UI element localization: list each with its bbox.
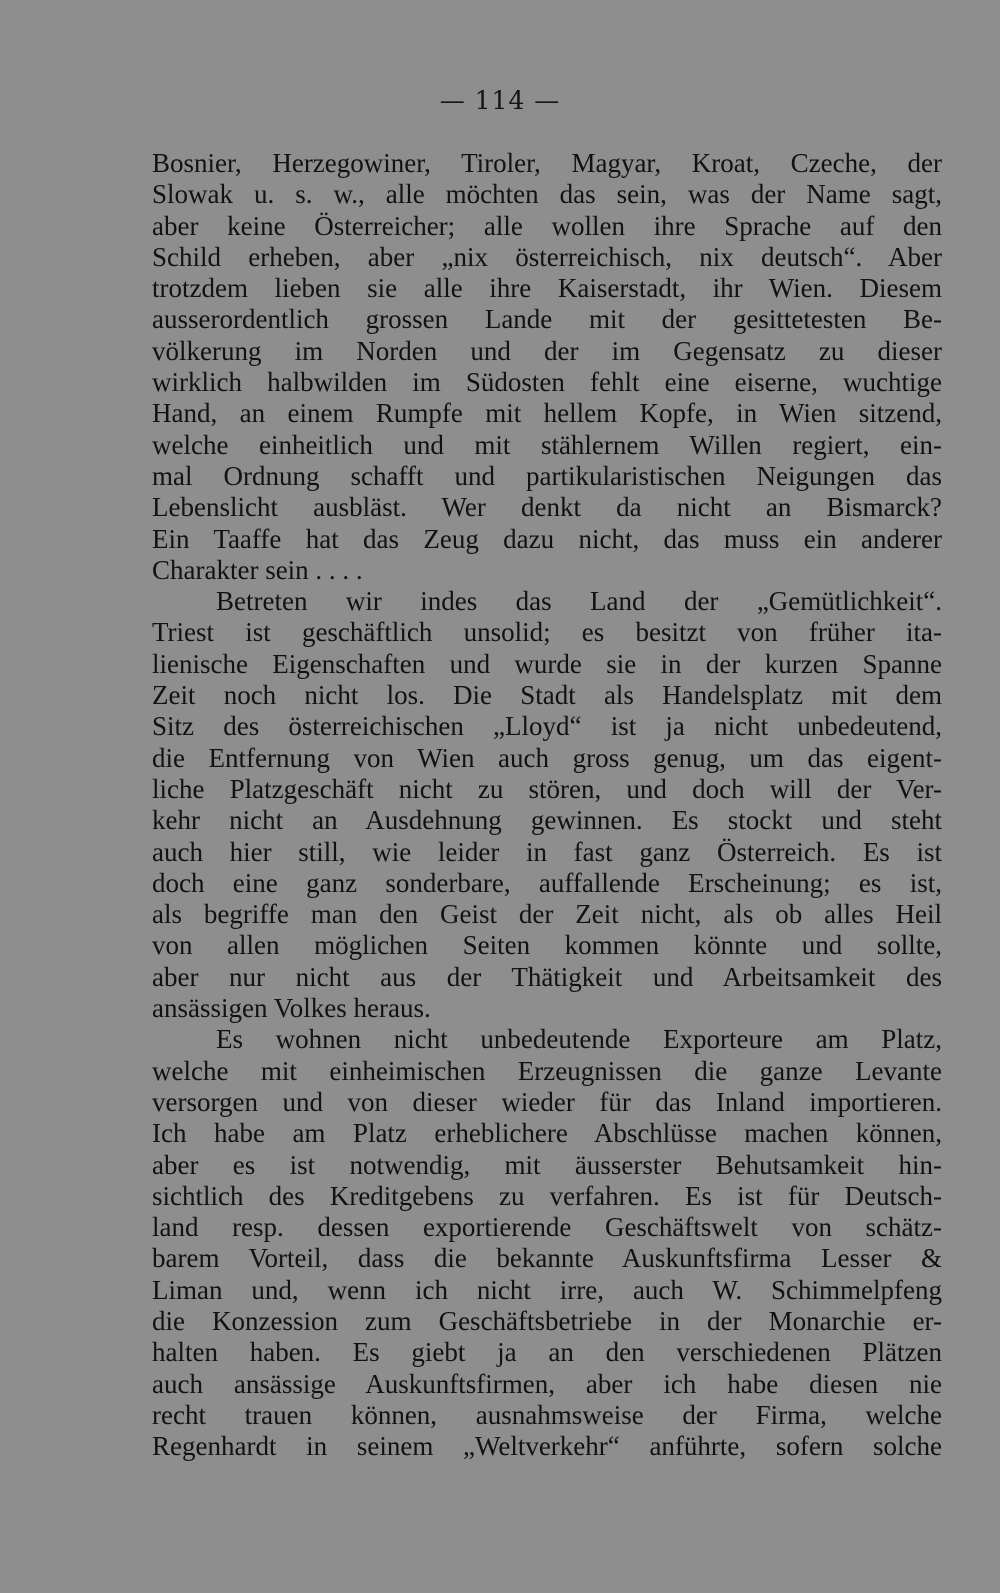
page-number: — 114 — [439, 86, 561, 115]
text-line: welche einheitlich und mit stählernem Willen regiert, ein- [152, 429, 942, 460]
text-line: barem Vorteil, dass die bekannte Auskunftsfirma Lesser & [152, 1243, 942, 1274]
text-line: ansässigen Volkes heraus. [152, 993, 431, 1024]
text-line: Schild erheben, aber „nix österreichisch, nix deutsch“. Aber [152, 241, 942, 272]
text-line: Charakter sein . . . . [152, 554, 363, 585]
text-line: Triest ist geschäftlich unsolid; es besitzt von früher ita- [152, 617, 942, 648]
text-line: Regenhardt in seinem „Weltverkehr“ anführte, sofern solche [152, 1431, 942, 1462]
text-line: Slowak u. s. w., alle möchten das sein, was der Name sagt, [152, 179, 942, 210]
text-line: Zeit noch nicht los. Die Stadt als Handelsplatz mit dem [152, 680, 942, 711]
text-line: Lebenslicht ausbläst. Wer denkt da nicht an Bismarck? [152, 492, 942, 523]
text-line: völkerung im Norden und der im Gegensatz zu dieser [152, 335, 942, 366]
text-line: Hand, an einem Rumpfe mit hellem Kopfe, in Wien sitzend, [152, 398, 942, 429]
text-line: halten haben. Es giebt ja an den verschiedenen Plätzen [152, 1337, 942, 1368]
text-line: aber es ist notwendig, mit äusserster Behutsamkeit hin- [152, 1149, 942, 1180]
text-line: welche mit einheimischen Erzeugnissen die ganze Levante [152, 1055, 942, 1086]
text-line: wirklich halbwilden im Südosten fehlt eine eiserne, wuchtige [152, 367, 942, 398]
text-line: Bosnier, Herzegowiner, Tiroler, Magyar, Kroat, Czeche, der [152, 148, 942, 178]
text-line: trotzdem lieben sie alle ihre Kaiserstadt, ihr Wien. Diesem [152, 273, 942, 304]
text-line: land resp. dessen exportierende Geschäftswelt von schätz- [152, 1212, 942, 1243]
text-line: versorgen und von dieser wieder für das Inland importieren. [152, 1086, 942, 1117]
text-line: Es wohnen nicht unbedeutende Exporteure am Platz, [216, 1024, 942, 1055]
text-line: als begriffe man den Geist der Zeit nicht, als ob alles Heil [152, 899, 942, 930]
text-line: liche Platzgeschäft nicht zu stören, und doch will der Ver- [152, 773, 942, 804]
text-line: sichtlich des Kreditgebens zu verfahren. Es ist für Deutsch- [152, 1180, 942, 1211]
text-line: mal Ordnung schafft und partikularistischen Neigungen das [152, 460, 942, 491]
text-line: auch hier still, wie leider in fast ganz Österreich. Es ist [152, 836, 942, 867]
text-line: Ein Taaffe hat das Zeug dazu nicht, das muss ein anderer [152, 523, 942, 554]
body-text [152, 148, 942, 1462]
text-line: auch ansässige Auskunftsfirmen, aber ich habe diesen nie [152, 1368, 942, 1399]
text-line: doch eine ganz sonderbare, auffallende Erscheinung; es ist, [152, 867, 942, 898]
text-line: Betreten wir indes das Land der „Gemütlichkeit“. [216, 586, 942, 617]
text-line: von allen möglichen Seiten kommen könnte und sollte, [152, 930, 942, 961]
text-line: kehr nicht an Ausdehnung gewinnen. Es stockt und steht [152, 805, 942, 836]
text-line: die Entfernung von Wien auch gross genug, um das eigent- [152, 742, 942, 773]
text-line: recht trauen können, ausnahmsweise der Firma, welche [152, 1399, 942, 1430]
text-line: lienische Eigenschaften und wurde sie in der kurzen Spanne [152, 648, 942, 679]
text-line: Ich habe am Platz erheblichere Abschlüsse machen können, [152, 1118, 942, 1149]
text-line: aber keine Österreicher; alle wollen ihre Sprache auf den [152, 210, 942, 241]
text-line: ausserordentlich grossen Lande mit der gesittetesten Be- [152, 304, 942, 335]
text-line: die Konzession zum Geschäftsbetriebe in der Monarchie er- [152, 1305, 942, 1336]
text-line: Liman und, wenn ich nicht irre, auch W. Schimmelpfeng [152, 1274, 942, 1305]
text-line: Sitz des österreichischen „Lloyd“ ist ja nicht unbedeutend, [152, 711, 942, 742]
text-line: aber nur nicht aus der Thätigkeit und Arbeitsamkeit des [152, 961, 942, 992]
